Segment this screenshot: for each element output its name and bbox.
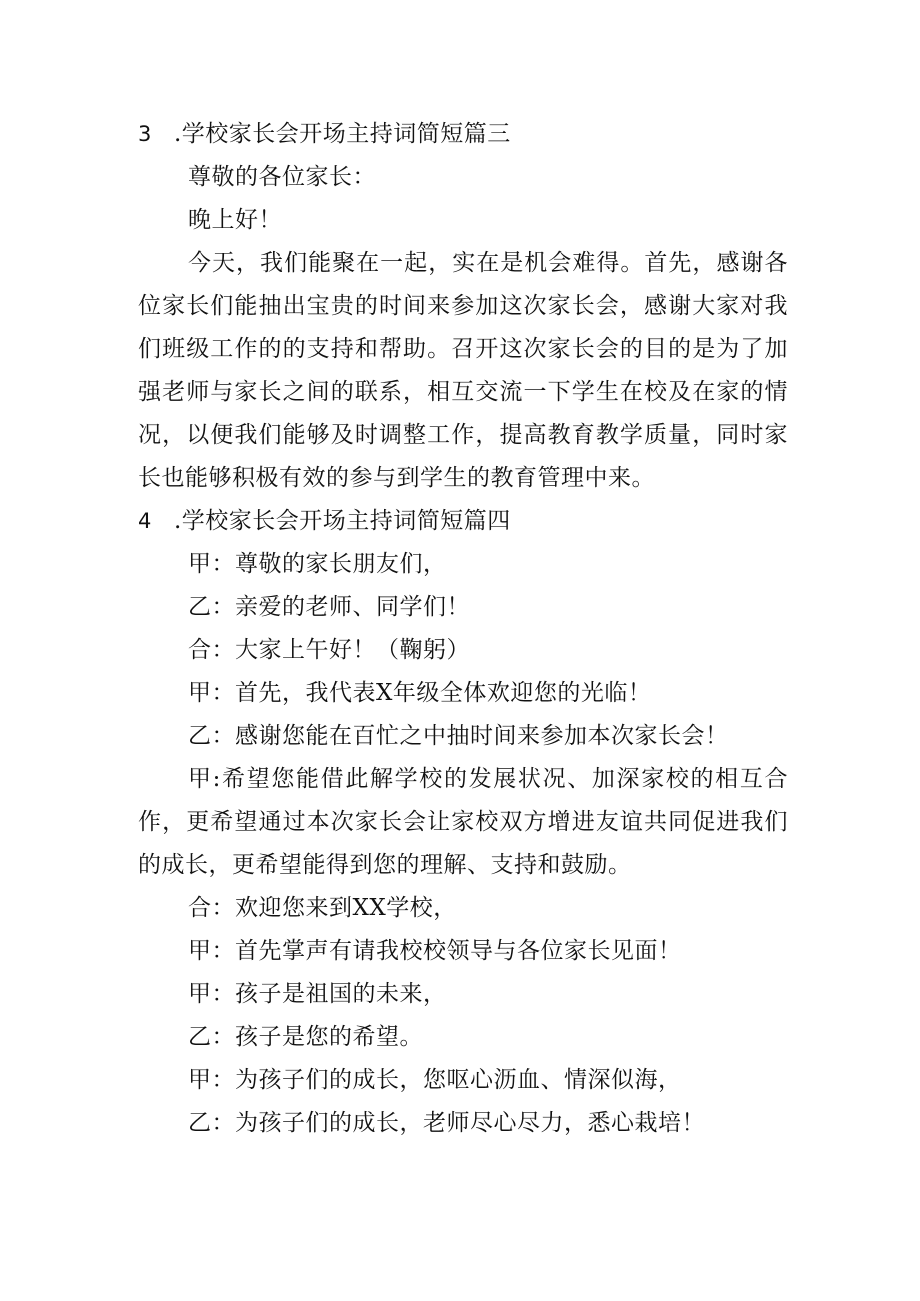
dialogue-line: 甲：尊敬的家长朋友们，: [188, 551, 447, 577]
dialogue-line: 甲：首先掌声有请我校校领导与各位家长见面！: [188, 938, 682, 964]
section-3-body: 今天，我们能聚在一起，实在是机会难得。首先，感谢各位家长们能抽出宝贵的时间来参加这次家长会，感谢大家对我们班级工作的的支持和帮助。召开这次家长会的目的是为了加强老师与家长之间的联系，相互交流一下学生在校及在家的情况，以便我们能够及时调整工作，提高教育教学质量，同时家长也能够积极有效的参与到学生的教育管理中来。: [138, 250, 788, 491]
dialogue-line: 乙：为孩子们的成长，老师尽心尽力，悉心栽培！: [188, 1110, 705, 1136]
dialogue-line: 甲：孩子是祖国的未来，: [188, 981, 447, 1007]
section-3-title: .学校家长会开场主持词简短篇三: [174, 121, 511, 147]
section-3-heading: [138, 113, 788, 156]
section-4-title: .学校家长会开场主持词简短篇四: [174, 508, 511, 534]
section-4-number: 4: [138, 509, 152, 533]
section-3-greeting: 尊敬的各位家长：: [188, 164, 376, 190]
dialogue-line: 乙：感谢您能在百忙之中抽时间来参加本次家长会！: [188, 723, 729, 749]
dialogue-line: 乙：亲爱的老师、同学们！: [188, 594, 470, 620]
section-4-heading: [138, 500, 788, 543]
dialogue-line: 合：欢迎您来到XX学校，: [188, 895, 457, 921]
dialogue-line: 合：大家上午好！（鞠躬）: [188, 637, 470, 663]
dialogue-line: 乙：孩子是您的希望。: [188, 1024, 423, 1050]
dialogue-line: 甲：为孩子们的成长，您呕心沥血、情深似海，: [188, 1067, 682, 1093]
dialogue-paragraph: 甲:希望您能借此解学校的发展状况、加深家校的相互合作，更希望通过本次家长会让家校双方增进友谊共同促进我们的成长，更希望能得到您的理解、支持和鼓励。: [138, 766, 788, 878]
section-3-salutation: 晚上好！: [188, 207, 282, 233]
dialogue-line: 甲：首先，我代表X年级全体欢迎您的光临！: [188, 680, 652, 706]
document-content: [138, 113, 788, 1145]
section-3-number: 3: [138, 122, 152, 146]
